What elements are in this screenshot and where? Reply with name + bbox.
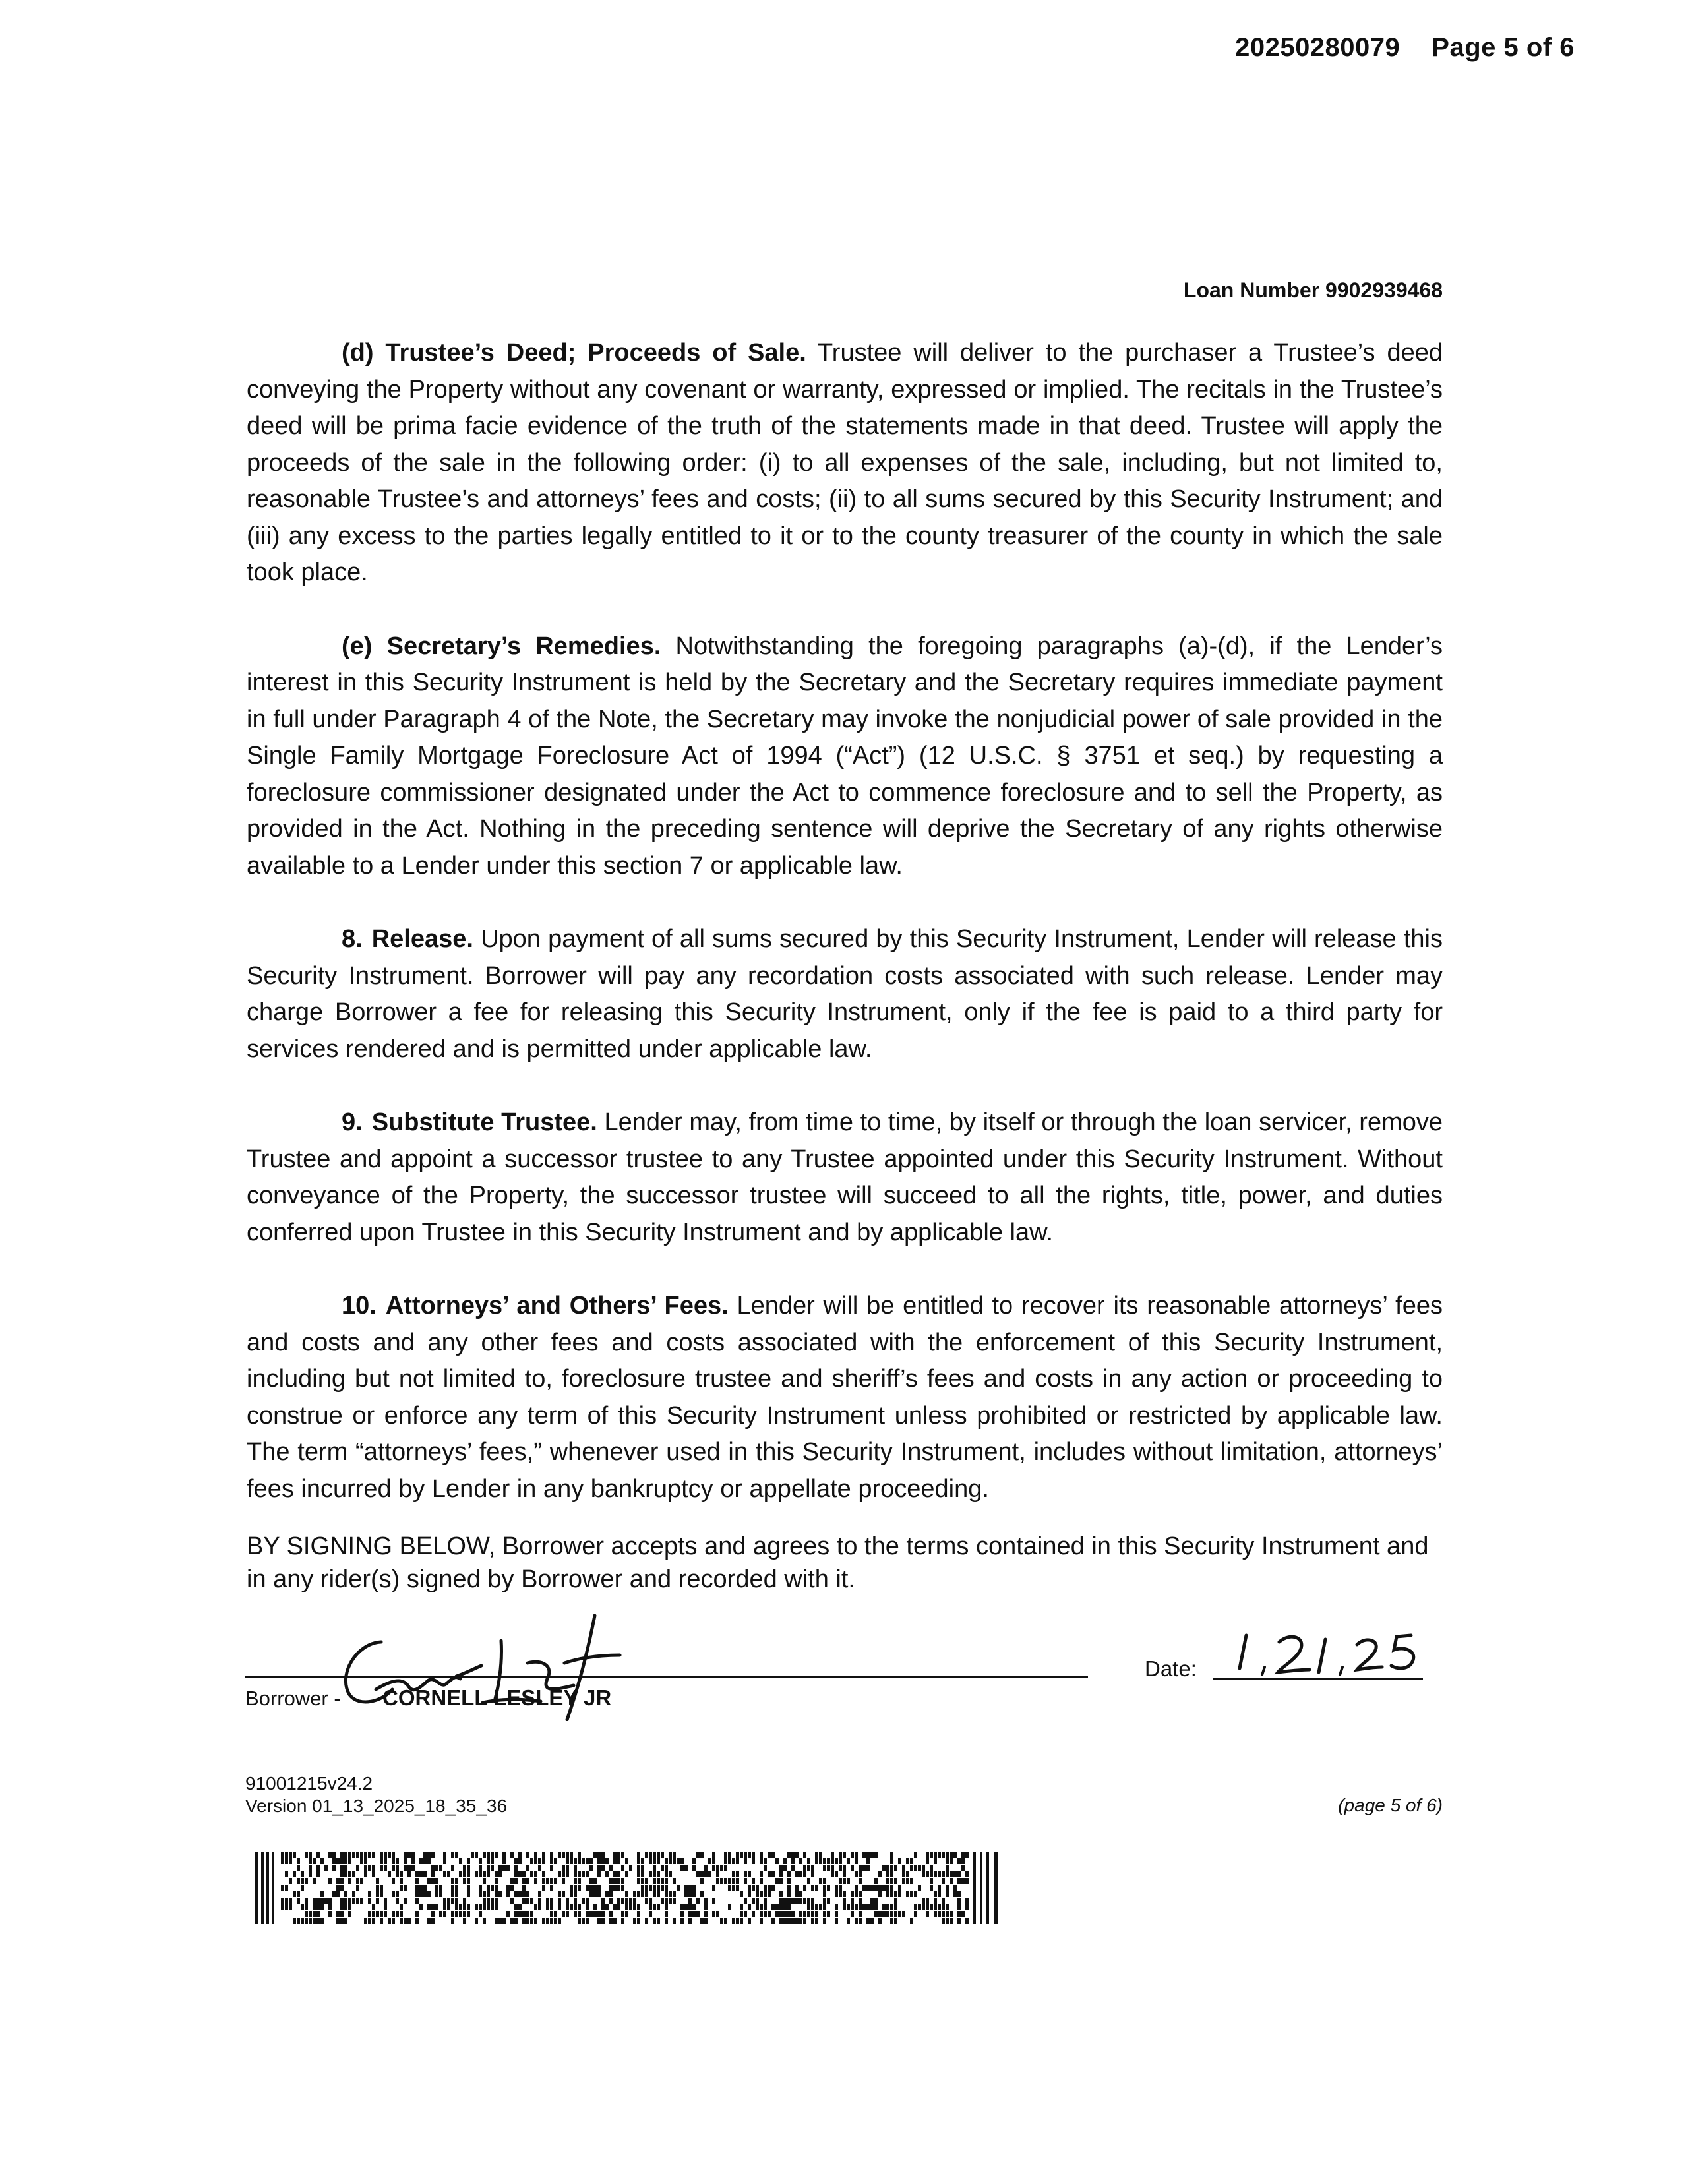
paragraph-heading: (e) Secretary’s Remedies. <box>342 632 661 660</box>
signing-statement: BY SIGNING BELOW, Borrower accepts and agrees to the terms contained in this Security Instrument and in any rider(s) signed by Borrower and recorded with it. <box>247 1532 1429 1593</box>
document-body <box>247 335 1443 1507</box>
paragraph-number: 9. <box>342 1108 363 1136</box>
form-version: Version 01_13_2025_18_35_36 <box>245 1796 508 1816</box>
page-of-indicator: (page 5 of 6) <box>1338 1795 1443 1815</box>
paragraph-heading: Attorneys’ and Others’ Fees. <box>385 1292 729 1320</box>
paragraph-substitute-trustee <box>247 1105 1443 1251</box>
page-label: Page 5 of 6 <box>1432 33 1575 62</box>
loan-number: Loan Number 9902939468 <box>1183 278 1443 302</box>
paragraph-text: Trustee will deliver to the purchaser a Trustee’s deed conveying the Property without any covenant or warranty, expressed or implied. The recitals in the Trustee’s deed will be prima facie evidence of the truth of the statements made in that deed. Trustee will apply the proceeds of the sale in the following order: (i) to all expenses of the sale, including, but not limited to, reasonable Trustee’s and attorneys’ fees and costs; (ii) to all sums secured by this Security Instrument; and (iii) any excess to the parties legally entitled to it or to the county treasurer of the county in which the sale took place. <box>247 339 1443 586</box>
form-code: 91001215v24.2 <box>245 1773 373 1794</box>
date-line <box>1213 1678 1423 1680</box>
handwritten-date <box>1226 1616 1437 1682</box>
document-id: 20250280079 <box>1235 33 1401 62</box>
paragraph-trustees-deed <box>247 335 1443 592</box>
paragraph-heading: Substitute Trustee. <box>371 1108 597 1136</box>
form-code-block <box>245 1773 507 1817</box>
paragraph-text: Notwithstanding the foregoing paragraphs (a)-(d), if the Lender’s interest in this Security Instrument is held by the Secretary and the Secretary requires immediate payment in full under Paragraph 4 of the Note, the Secretary may invoke the nonjudicial power of sale provided in the Single Family Mortgage Foreclosure Act of 1994 (“Act”) (12 U.S.C. § 3751 et seq.) by requesting a foreclosure commissioner designated under the Act to commence foreclosure and to sell the Property, as provided in the Act. Nothing in the preceding sentence will deprive the Secretary of any rights otherwise available to a Lender under this section 7 or applicable law. <box>247 632 1443 880</box>
paragraph-text: Upon payment of all sums secured by this Security Instrument, Lender will release this Security Instrument. Borrower will pay any recordation costs associated with such release. Lender may charge Borrower a fee for releasing this Security Instrument, only if the fee is paid to a third party for services rendered and is permitted under applicable law. <box>247 925 1443 1063</box>
paragraph-number: 8. <box>342 925 363 953</box>
paragraph-text: Lender will be entitled to recover its reasonable attorneys’ fees and costs and any other fees and costs associated with the enforcement of this Security Instrument, including but not limited to, foreclosure trustee and sheriff’s fees and costs in any action or proceeding to construe or enforce any term of this Security Instrument unless prohibited or restricted by applicable law. The term “attorneys’ fees,” whenever used in this Security Instrument, includes without limitation, attorneys’ fees incurred by Lender in any bankruptcy or appellate proceeding. <box>247 1292 1443 1503</box>
paragraph-heading: (d) Trustee’s Deed; Proceeds of Sale. <box>342 339 806 367</box>
paragraph-release <box>247 921 1443 1068</box>
signature-line <box>245 1676 1088 1678</box>
paragraph-secretarys-remedies <box>247 628 1443 885</box>
borrower-label: Borrower - <box>245 1687 341 1710</box>
recording-header <box>1235 33 1575 63</box>
paragraph-text: Lender may, from time to time, by itself or through the loan servicer, remove Trustee and appoint a successor trustee to any Trustee appointed under this Security Instrument. Without conveyance of the Property, the successor trustee will succeed to all the rights, title, power, and duties conferred upon Trustee in this Security Instrument and by applicable law. <box>247 1108 1443 1246</box>
paragraph-heading: Release. <box>371 925 473 953</box>
date-label: Date: <box>1145 1656 1197 1681</box>
barcode-image <box>255 1852 1002 1924</box>
borrower-name: CORNELL LESLEY JR <box>382 1685 612 1710</box>
paragraph-number: 10. <box>342 1292 377 1320</box>
paragraph-attorneys-fees <box>247 1288 1443 1507</box>
